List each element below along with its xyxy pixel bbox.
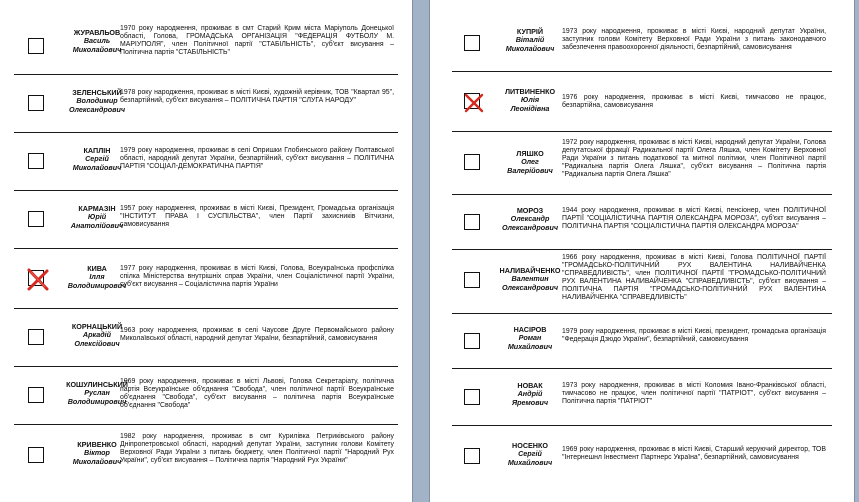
candidate-row bbox=[452, 314, 832, 369]
candidate-patronymic: Миколайович bbox=[72, 456, 122, 466]
vote-checkbox[interactable] bbox=[28, 329, 44, 345]
candidate-surname: МОРОЗ bbox=[516, 206, 544, 215]
candidate-patronymic: Володимирович bbox=[67, 280, 127, 290]
candidate-given-name: Сергій bbox=[85, 154, 109, 164]
candidate-surname: КОШУЛИНСЬКИЙ bbox=[66, 380, 128, 389]
candidate-surname: НОВАК bbox=[517, 381, 543, 390]
vote-checkbox[interactable] bbox=[464, 448, 480, 464]
candidate-name bbox=[490, 88, 570, 113]
ballot-page-right bbox=[429, 0, 855, 502]
candidate-given-name: Віталій bbox=[515, 35, 545, 45]
vote-checkbox[interactable] bbox=[28, 447, 44, 463]
candidate-patronymic: Миколайович bbox=[505, 43, 555, 53]
candidate-description: 1972 року народження, проживає в місті Києві, народний депутат України, Голова депутатської фракції Радикальної партії Олега Ляшка, член Комітету Верховної Ради України з питань податкової та митної політики, член Політичної партії "Радикальна партія Олега Ляшка", суб'єкт висування – Політична партія "Радикальна партія Олега Ляшка" bbox=[562, 139, 826, 179]
candidate-name bbox=[490, 150, 570, 175]
candidate-description: 1979 року народження, проживає в місті Києві, президент, громадська організація "Федерація Дзюдо України", безпартійний, самовисування bbox=[562, 328, 826, 344]
candidate-description: 1973 року народження, проживає в місті Коломия Івано-Франківської області, тимчасово не працює, член політичної партії "ПАТРІОТ", суб'єкт висування – Політична партія "ПАТРІОТ" bbox=[562, 382, 826, 406]
candidate-name bbox=[490, 382, 570, 407]
candidate-row bbox=[14, 0, 398, 75]
candidate-given-name: Сергій bbox=[518, 449, 542, 459]
vote-checkbox[interactable] bbox=[464, 272, 480, 288]
candidate-patronymic: Миколайович bbox=[72, 162, 122, 172]
candidate-given-name: Юрій bbox=[87, 212, 107, 222]
candidate-surname: НАЛИВАЙЧЕНКО bbox=[499, 266, 561, 275]
candidate-row bbox=[452, 195, 832, 250]
candidate-surname: НОСЕНКО bbox=[512, 441, 548, 450]
vote-checkbox[interactable] bbox=[28, 270, 44, 286]
candidate-description: 1982 року народження, проживає в смт Курилівка Петриківського району Дніпропетровської області, народний депутат України, заступник голови Комітету Верховної Ради України з питань бюджету, член Політичної партії "Народний Рух України", суб'єкт висування – Політична партія "Народний Рух України" bbox=[120, 433, 394, 465]
candidate-patronymic: Олексійович bbox=[74, 338, 120, 348]
candidate-name bbox=[490, 326, 570, 351]
candidate-name bbox=[490, 442, 570, 467]
candidate-surname: КИВА bbox=[87, 264, 107, 273]
candidate-given-name: Ілля bbox=[89, 272, 105, 282]
candidate-description: 1978 року народження, проживає в місті Києві, художній керівник, ТОВ "Квартал 95", безпартійний, суб'єкт висування – ПОЛІТИЧНА ПАРТІЯ "СЛУГА НАРОДУ" bbox=[120, 89, 394, 105]
candidate-name bbox=[490, 28, 570, 53]
candidate-given-name: Олег bbox=[521, 157, 539, 167]
vote-checkbox[interactable] bbox=[464, 333, 480, 349]
candidate-patronymic: Михайлович bbox=[507, 341, 553, 351]
candidate-row bbox=[452, 426, 832, 501]
candidate-patronymic: Леонідівна bbox=[510, 103, 550, 113]
candidate-surname: КОРНАЦЬКИЙ bbox=[71, 322, 123, 331]
candidate-description: 1973 року народження, проживає в місті Києві, народний депутат України, заступник голови Комітету Верховної Ради України з питань законодавчого забезпечення правоохоронної діяльності, безпартійний, самовисування bbox=[562, 28, 826, 52]
candidate-description: 1944 року народження, проживає в місті Києві, пенсіонер, член ПОЛІТИЧНОЇ ПАРТІЇ "СОЦІАЛІСТИЧНА ПАРТІЯ ОЛЕКСАНДРА МОРОЗА", суб'єкт висування – ПОЛІТИЧНА ПАРТІЯ "СОЦІАЛІСТИЧНА ПАРТІЯ ОЛЕКСАНДРА МОРОЗА" bbox=[562, 207, 826, 231]
candidate-description: 1969 року народження, проживає в місті Києві, Старший керуючий директор, ТОВ "Інтернешнл Інвестмент Партнерс Україна", безпартійний, самовисування bbox=[562, 446, 826, 462]
candidate-name bbox=[490, 207, 570, 232]
vote-checkbox[interactable] bbox=[464, 389, 480, 405]
candidate-row bbox=[14, 133, 398, 191]
candidate-description: 1966 року народження, проживає в місті Києві, Голова ПОЛІТИЧНОЇ ПАРТІЇ "ГРОМАДСЬКО-ПОЛІТИЧНИЙ РУХ ВАЛЕНТИНА НАЛИВАЙЧЕНКА "СПРАВЕДЛИВІСТЬ", член ПОЛІТИЧНОЇ ПАРТІЇ "ГРОМАДСЬКО-ПОЛІТИЧНИЙ РУХ ВАЛЕНТИНА НАЛИВАЙЧЕНКА "СПРАВЕДЛИВІСТЬ", суб'єкт висування – ПОЛІТИЧНА ПАРТІЯ "ГРОМАДСЬКО-ПОЛІТИЧНИЙ РУХ ВАЛЕНТИНА НАЛИВАЙЧЕНКА "СПРАВЕДЛИВІСТЬ" bbox=[562, 254, 826, 302]
candidate-patronymic: Миколайович bbox=[72, 44, 122, 54]
candidate-row bbox=[452, 132, 832, 195]
candidate-row bbox=[14, 249, 398, 309]
candidate-surname: КУПРІЙ bbox=[516, 27, 544, 36]
candidate-given-name: Василь bbox=[83, 36, 111, 46]
candidate-given-name: Олександр bbox=[510, 214, 550, 224]
cross-mark-icon bbox=[461, 90, 487, 116]
candidate-description: 1977 року народження, проживає в місті Києві, Голова, Всеукраїнська профспілка спілка Міністерства внутрішніх справ України, член Соціалістичної партії України, суб'єкт висування – Соціалістична партія України bbox=[120, 265, 394, 289]
ballot-page-left bbox=[0, 0, 413, 502]
candidate-surname: ЛЯШКО bbox=[516, 149, 544, 158]
vote-checkbox[interactable] bbox=[28, 153, 44, 169]
candidate-row bbox=[452, 72, 832, 132]
candidate-name bbox=[490, 267, 570, 292]
candidate-description: 1969 року народження, проживає в місті Львові, Голова Секретаріату, політична партія Всеукраїнське об'єднання "Свобода", член політичної партії Всеукраїнське об'єднання "Свобода", суб'єкт висування – політична партія Всеукраїнське об'єднання "Свобода" bbox=[120, 378, 394, 410]
candidate-surname: КАПЛІН bbox=[83, 146, 111, 155]
candidate-surname: НАСІРОВ bbox=[513, 325, 547, 334]
candidate-row bbox=[14, 425, 398, 501]
candidate-given-name: Андрій bbox=[517, 389, 543, 399]
candidate-patronymic: Олександрович bbox=[68, 104, 126, 114]
candidate-patronymic: Яремович bbox=[511, 397, 549, 407]
candidate-given-name: Валентин bbox=[511, 274, 549, 284]
candidate-given-name: Роман bbox=[518, 333, 542, 343]
candidate-surname: ЛИТВИНЕНКО bbox=[504, 87, 556, 96]
vote-checkbox[interactable] bbox=[28, 38, 44, 54]
candidate-row bbox=[14, 191, 398, 249]
candidate-patronymic: Олександрович bbox=[501, 282, 559, 292]
candidate-given-name: Руслан bbox=[84, 388, 110, 398]
vote-checkbox[interactable] bbox=[464, 214, 480, 230]
cross-mark-icon bbox=[25, 267, 51, 293]
candidate-description: 1976 року народження, проживає в місті Києві, тимчасово не працює, безпартійна, самовисування bbox=[562, 94, 826, 110]
candidate-description: 1963 року народження, проживає в селі Чаусове Друге Первомайського району Миколаївської області, народний депутат України, безпартійний, самовисування bbox=[120, 327, 394, 343]
candidate-patronymic: Михайлович bbox=[507, 457, 553, 467]
candidate-description: 1979 року народження, проживає в селі Опришки Глобинського району Полтавської області, народний депутат України, безпартійний, суб'єкт висування – ПОЛІТИЧНА ПАРТІЯ "СОЦІАЛ-ДЕМОКРАТИЧНА ПАРТІЯ" bbox=[120, 147, 394, 171]
vote-checkbox[interactable] bbox=[464, 93, 480, 109]
candidate-surname: КРИВЕНКО bbox=[77, 440, 117, 449]
candidate-surname: ЖУРАВЛЬОВ bbox=[73, 28, 121, 37]
candidate-surname: КАРМАЗІН bbox=[78, 204, 116, 213]
candidate-patronymic: Анатолійович bbox=[70, 220, 124, 230]
vote-checkbox[interactable] bbox=[28, 387, 44, 403]
candidate-description: 1970 року народження, проживає в смт Старий Крим міста Маріуполь Донецької області, Голова, ГРОМАДСЬКА ОРГАНІЗАЦІЯ "ФЕДЕРАЦІЯ ФУТБОЛУ М. МАРІУПОЛЯ", член Політичної партії "СТАБІЛЬНІСТЬ", суб'єкт висування – Політична партія "СТАБІЛЬНІСТЬ" bbox=[120, 25, 394, 57]
candidate-given-name: Юлія bbox=[520, 95, 540, 105]
candidate-surname: ЗЕЛЕНСЬКИЙ bbox=[72, 88, 122, 97]
candidate-patronymic: Олександрович bbox=[501, 222, 559, 232]
candidate-row bbox=[452, 0, 832, 72]
candidate-row bbox=[452, 369, 832, 426]
candidate-given-name: Аркадій bbox=[82, 330, 112, 340]
candidate-description: 1957 року народження, проживає в місті Києві, Президент, Громадська організація "ІНСТИТУТ ПРАВА І СУСПІЛЬСТВА", член Партії захисників Вітчизни, самовисування bbox=[120, 205, 394, 229]
vote-checkbox[interactable] bbox=[28, 95, 44, 111]
vote-checkbox[interactable] bbox=[28, 211, 44, 227]
candidate-given-name: Володимир bbox=[76, 96, 118, 106]
candidate-patronymic: Валерійович bbox=[507, 165, 553, 175]
candidate-given-name: Віктор bbox=[84, 448, 110, 458]
candidate-row bbox=[452, 250, 832, 314]
candidate-row bbox=[14, 75, 398, 133]
candidate-row bbox=[14, 367, 398, 425]
vote-checkbox[interactable] bbox=[464, 154, 480, 170]
vote-checkbox[interactable] bbox=[464, 35, 480, 51]
candidate-row bbox=[14, 309, 398, 367]
candidate-patronymic: Володимирович bbox=[67, 396, 127, 406]
